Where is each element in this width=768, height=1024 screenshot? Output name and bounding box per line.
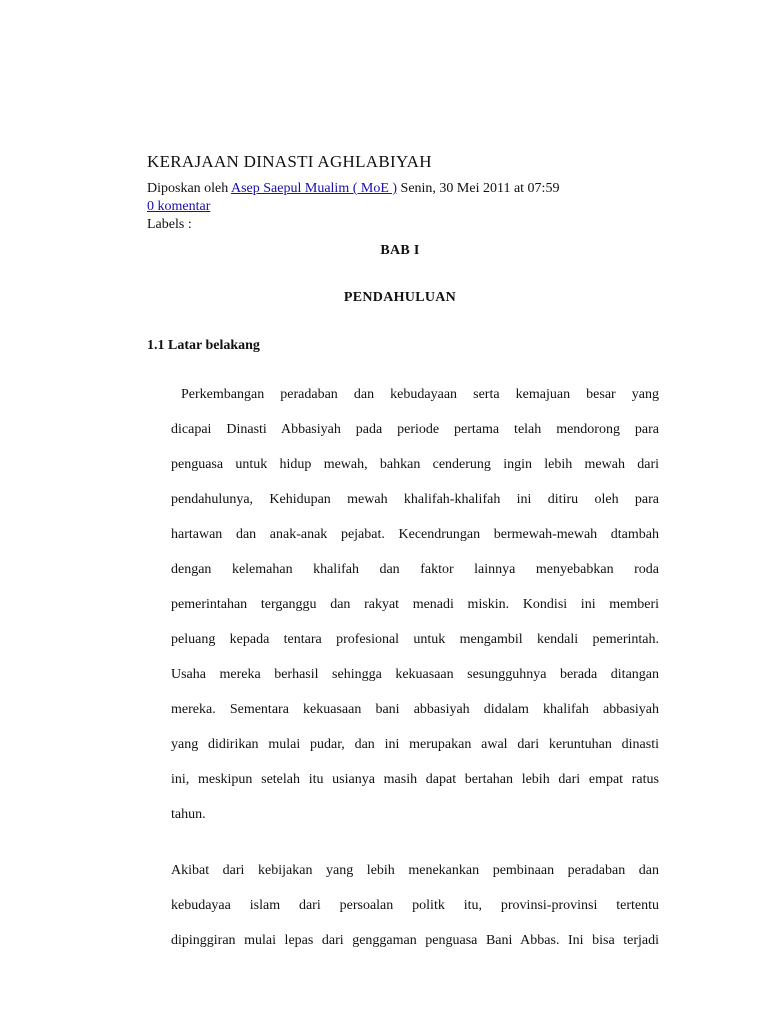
post-meta [147,180,559,198]
paragraph-1 [171,386,659,841]
paragraph-line: hartawan dan anak-anak pejabat. Kecendrungan bermewah-mewah dtambah [171,527,659,542]
paragraph-line: peluang kepada tentara profesional untuk mengambil kendali pemerintah. [171,632,659,647]
paragraph-line: Usaha mereka berhasil sehingga kekuasaan sesungguhnya berada ditangan [171,667,659,682]
paragraph-line: yang didirikan mulai pudar, dan ini merupakan awal dari keruntuhan dinasti [171,737,659,752]
chapter-title: PENDAHULUAN [343,290,457,305]
paragraph-line: pemerintahan terganggu dan rakyat menadi miskin. Kondisi ini memberi [171,597,659,612]
posted-by-label: Diposkan oleh [147,181,231,196]
author-link[interactable]: Asep Saepul Mualim ( MoE ) [231,181,398,196]
labels-row: Labels : [147,217,192,232]
paragraph-line: pendahulunya, Kehidupan mewah khalifah-khalifah ini ditiru oleh para [171,492,659,507]
paragraph-line: tahun. [171,807,206,822]
chapter-number: BAB I [380,243,420,258]
post-date: Senin, 30 Mei 2011 at 07:59 [397,181,560,196]
paragraph-line: ini, meskipun setelah itu usianya masih dapat bertahan lebih dari empat ratus [171,772,659,787]
paragraph-line: dengan kelemahan khalifah dan faktor lainnya menyebabkan roda [171,562,659,577]
section-heading: 1.1 Latar belakang [147,338,260,353]
paragraph-line: Akibat dari kebijakan yang lebih menekankan pembinaan peradaban dan [171,863,659,878]
paragraph-line: kebudayaa islam dari persoalan politk itu, provinsi-provinsi tertentu [171,898,659,913]
article-title: KERAJAAN DINASTI AGHLABIYAH [147,152,432,171]
paragraph-line: mereka. Sementara kekuasaan bani abbasiyah didalam khalifah abbasiyah [171,702,659,717]
paragraph-line: penguasa untuk hidup mewah, bahkan cenderung ingin lebih mewah dari [171,457,659,472]
paragraph-line: Perkembangan peradaban dan kebudayaan serta kemajuan besar yang [181,387,659,402]
comments-row [147,198,210,216]
comments-link[interactable]: 0 komentar [147,199,211,214]
paragraph-2 [171,862,659,967]
paragraph-line: dicapai Dinasti Abbasiyah pada periode pertama telah mendorong para [171,422,659,437]
paragraph-line: dipinggiran mulai lepas dari genggaman penguasa Bani Abbas. Ini bisa terjadi [171,933,659,948]
